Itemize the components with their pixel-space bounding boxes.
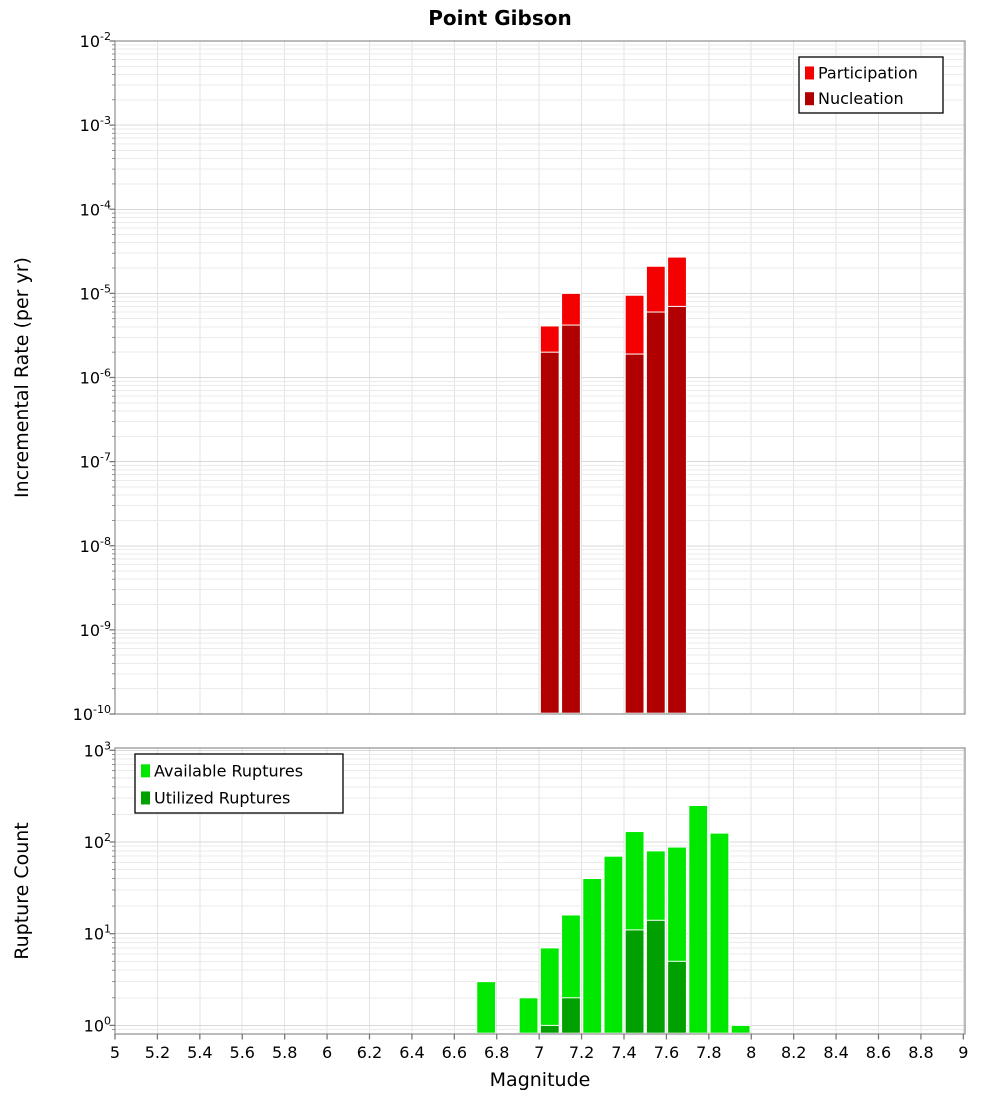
utilized-ruptures-bar [625, 930, 644, 1033]
legend-swatch-icon [141, 791, 150, 804]
x-tick-label: 8.4 [823, 1043, 849, 1062]
y-tick-label: $10^{-8}$ [79, 534, 111, 556]
y-tick-label: $10^{-7}$ [79, 450, 111, 472]
available-ruptures-bar [689, 806, 708, 1034]
x-tick-label: 7.6 [653, 1043, 680, 1062]
available-ruptures-bar [519, 998, 538, 1033]
y-tick-label: $10^2$ [83, 830, 111, 852]
legend-swatch-icon [805, 66, 814, 79]
x-tick-label: 6.8 [484, 1043, 510, 1062]
x-tick-label: 6.2 [356, 1043, 383, 1062]
utilized-ruptures-bar [540, 1025, 559, 1033]
x-tick-label: 5.8 [271, 1043, 298, 1062]
x-tick-label: 5.2 [144, 1043, 171, 1062]
y-tick-label: $10^0$ [83, 1014, 111, 1036]
available-ruptures-bar [710, 833, 729, 1033]
x-tick-label: 7 [534, 1043, 545, 1062]
legend-label: Utilized Ruptures [154, 788, 291, 808]
x-tick-label: 8 [746, 1043, 757, 1062]
y-tick-label: $10^3$ [83, 739, 111, 761]
y-tick-label: $10^1$ [83, 922, 111, 944]
available-ruptures-bar [604, 856, 623, 1033]
available-ruptures-bar [477, 982, 496, 1034]
x-tick-label: 8.2 [780, 1043, 807, 1062]
y-tick-label: $10^{-6}$ [79, 366, 111, 388]
y-tick-label: $10^{-3}$ [79, 114, 111, 136]
bottom-y-axis-label: Rupture Count [11, 822, 33, 960]
x-tick-label: 7.8 [696, 1043, 722, 1062]
nucleation-bar [625, 354, 644, 713]
x-tick-label: 6 [321, 1043, 333, 1062]
x-tick-label: 5 [109, 1043, 121, 1062]
y-tick-label: $10^{-2}$ [79, 30, 111, 51]
x-tick-label: 8.6 [865, 1043, 892, 1062]
available-ruptures-bar [583, 878, 602, 1033]
y-tick-label: $10^{-10}$ [72, 703, 111, 724]
x-tick-label: 7.4 [611, 1043, 637, 1062]
legend-label: Participation [818, 63, 918, 83]
legend-label: Available Ruptures [154, 761, 304, 781]
top-y-axis-label: Incremental Rate (per yr) [11, 257, 33, 498]
nucleation-bar [562, 325, 581, 713]
legend-swatch-icon [805, 92, 814, 105]
available-ruptures-bar [540, 948, 559, 1033]
y-tick-label: $10^{-9}$ [79, 618, 111, 640]
x-tick-label: 9 [958, 1043, 969, 1062]
x-tick-label: 6.4 [399, 1043, 425, 1062]
x-axis-label: Magnitude [489, 1069, 591, 1091]
utilized-ruptures-bar [646, 920, 665, 1033]
x-tick-label: 7.2 [568, 1043, 595, 1062]
x-tick-label: 5.4 [187, 1043, 213, 1062]
page-title: Point Gibson [428, 6, 572, 30]
legend-swatch-icon [141, 764, 150, 777]
nucleation-bar [668, 306, 687, 713]
utilized-ruptures-bar [668, 961, 687, 1033]
x-tick-label: 8.8 [908, 1043, 934, 1062]
utilized-ruptures-bar [562, 998, 581, 1033]
legend-label: Nucleation [818, 89, 904, 109]
y-tick-label: $10^{-4}$ [79, 198, 111, 220]
x-tick-label: 6.6 [441, 1043, 468, 1062]
x-tick-label: 5.6 [229, 1043, 255, 1062]
available-ruptures-bar [731, 1025, 750, 1033]
y-tick-label: $10^{-5}$ [79, 282, 111, 304]
nucleation-bar [646, 312, 665, 713]
nucleation-bar [540, 352, 559, 713]
